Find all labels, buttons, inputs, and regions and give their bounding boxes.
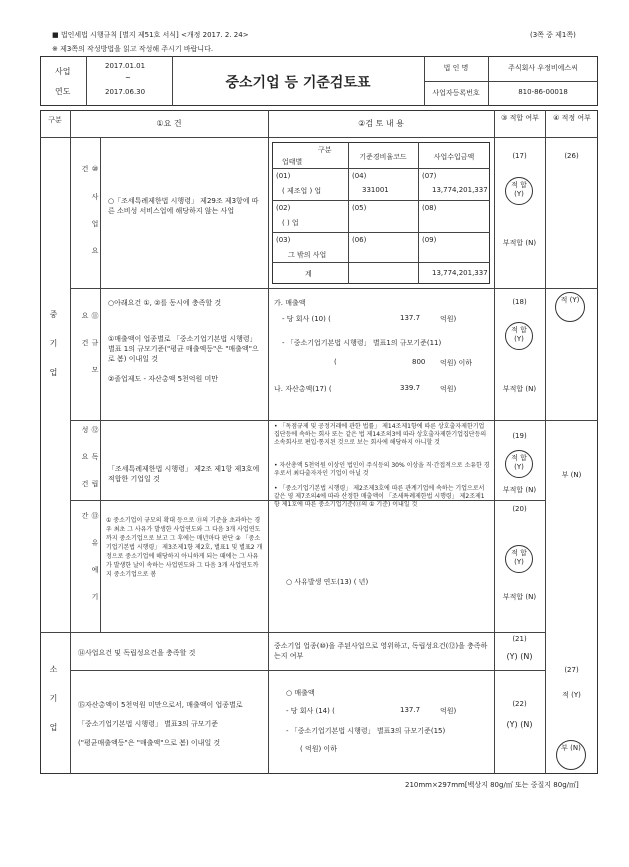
indep-req: 「조세특례제한법 시행령」 제2조 제1항 제3호에 적합한 기업일 것 (108, 465, 260, 483)
indep-label: ⑫ 독 립 성 요 건 (81, 426, 99, 493)
small2-rev4: ( 억원) 이하 (300, 745, 337, 753)
scale-req3: ②졸업제도 - 자산총액 5천억원 미만 (108, 375, 219, 383)
col-review: ②검 토 내 용 (358, 119, 404, 128)
col-div: 구분 (48, 116, 62, 124)
c02: (02) (276, 204, 291, 212)
scale-rev1: 가. 매출액 (274, 299, 306, 307)
small2-rev3: - 「중소기업기본법 시행령」 별표3의 규모기준(15) (286, 727, 446, 735)
fit-19-no: (19) (512, 432, 527, 440)
fit-18-no: (18) (512, 298, 527, 306)
year-label-2: 연도 (55, 87, 71, 96)
period-end: 2017.06.30 (105, 88, 146, 96)
industry-label: ⑩ 사 업 요 건 (81, 165, 99, 260)
col-fit-no: ④ 적정 여부 (553, 114, 591, 122)
year-label-1: 사업 (55, 67, 71, 76)
grace-req: ① 중소기업이 규모의 확대 등으로 ⑪의 기준을 초과하는 경우 최초 그 사유가 발생한 사업연도와 그 다음 3개 사업연도까지 중소기업으로 보고 그 후에는 매년마다 판단 ② 「중소기업기본법 시행령」 제3조제1항 제2호, 별표1 및 별표2 개정으로 중소기업에 해당하지 아니하게 되는 때에는 그 사유가 발생한 날이 속하는 사업연도와 그 다음 3개 사업연도까지 중소기업으로 봄 (106, 517, 263, 578)
corp-name: 주식회사 우정비에스씨 (508, 64, 578, 72)
fit-17-ok[interactable]: 적 합 (Y) (505, 177, 533, 205)
col4-small2[interactable]: 부 (N) (556, 740, 586, 770)
instruction-note: ※ 제3쪽의 작성방법을 읽고 작성해 주시기 바랍니다. (52, 45, 214, 53)
small2-rev2-val: 137.7 (400, 706, 421, 714)
scale-rev5-unit: 억원) (440, 385, 457, 393)
scale-req1: ○아래요건 ①, ②를 동시에 충족할 것 (108, 299, 222, 307)
section-sme: 중 기 업 (49, 310, 58, 382)
c04-code: 331001 (362, 186, 389, 194)
scale-rev4-val: 800 (412, 358, 426, 366)
c04: (04) (352, 172, 367, 180)
corp-name-label: 법 인 명 (443, 64, 469, 72)
small1-req: ⑭사업요건 및 독립성요건을 충족할 것 (78, 649, 196, 657)
c07-amount: 13,774,201,337 (432, 186, 488, 194)
fit-20-ok[interactable]: 적 합 (Y) (505, 545, 533, 573)
col4-indep: 부 (N) (561, 471, 582, 479)
c08: (08) (422, 204, 437, 212)
indep-rev1: • 「독점규제 및 공정거래에 관한 법률」 제14조제1항에 따른 상호출자제한기업집단등에 속하는 회사 또는 같은 법 제14조의3에 따라 상호출자제한기업집단등의 소속회사로 편입·통지된 것으로 보는 회사에 해당하지 아니할 것 (274, 423, 487, 446)
col4-small1: 적 (Y) (562, 691, 581, 699)
c06: (06) (352, 236, 367, 244)
c03-name: 그 밖의 사업 (288, 251, 327, 259)
c01-name: ( 제조업 ) 업 (282, 187, 322, 195)
total-amount: 13,774,201,337 (432, 269, 488, 277)
c02-name: ( ) 업 (282, 219, 299, 227)
fit-19-ng[interactable]: 부적합 (N) (502, 486, 537, 494)
law-reference: ■ 법인세법 시행규칙 [별지 제51호 서식] <개정 2017. 2. 24> (52, 31, 249, 39)
period-sep: ~ (125, 74, 131, 82)
it-head-div: 구분 (318, 146, 332, 154)
fit-21-yn[interactable]: (Y) (N) (506, 652, 533, 661)
small2-req1: ⑮자산총액이 5천억원 미만으로서, 매출액이 업종별로 (78, 701, 243, 709)
fit-20-ng[interactable]: 부적합 (N) (502, 593, 537, 601)
scale-rev5-val: 339.7 (400, 384, 421, 392)
col-req: ①요 건 (156, 119, 182, 128)
it-head-industry: 업태별 (282, 158, 303, 166)
section-small: 소 기 업 (49, 665, 58, 737)
fit-19-ok[interactable]: 적 합 (Y) (505, 450, 533, 478)
form-title: 중소기업 등 기준검토표 (225, 75, 371, 91)
it-head-code: 기준경비율코드 (359, 153, 407, 161)
col4-26: (26) (564, 152, 579, 160)
indep-rev3: • 「중소기업기본법 시행령」 제2조제3호에 따른 관계기업에 속하는 기업으로서 같은 영 제7조의4에 따라 산정한 매출액이 「조세특례제한법 시행령」 제2조제1항 제1호에 따른 중소기업기준(⑪의 ① 기준) 이내일 것 (274, 485, 485, 508)
indep-rev2: • 자산총액 5천억원 이상인 법인이 주식등의 30% 이상을 직·간접적으로 소유한 경우로서 최다출자자인 기업이 아닐 것 (274, 462, 490, 477)
small2-req2: 「중소기업기본법 시행령」 별표3의 규모기준 (78, 720, 219, 728)
period-start: 2017.01.01 (105, 62, 146, 70)
c03: (03) (276, 236, 291, 244)
scale-rev2: - 당 회사 (10) ( (282, 315, 331, 323)
scale-rev2-val: 137.7 (400, 314, 421, 322)
col-fit: ③ 적합 여부 (501, 114, 539, 122)
c09: (09) (422, 236, 437, 244)
c01: (01) (276, 172, 291, 180)
page-indicator: (3쪽 중 제1쪽) (530, 31, 576, 39)
fit-18-ok[interactable]: 적 합 (Y) (505, 322, 533, 350)
c05: (05) (352, 204, 367, 212)
it-head-amount: 사업수입금액 (433, 153, 475, 161)
c07: (07) (422, 172, 437, 180)
small2-rev2-unit: 억원) (440, 707, 457, 715)
biz-no-label: 사업자등록번호 (432, 89, 480, 97)
scale-rev4-unit: 억원) 이하 (440, 359, 473, 367)
fit-22-no: (22) (512, 700, 527, 708)
total-label: 계 (305, 270, 312, 278)
grace-rev: ○ 사유발생 연도(13) ( 년) (286, 578, 369, 586)
fit-17-no: (17) (512, 152, 527, 160)
small2-rev1: ○ 매출액 (286, 689, 315, 697)
paper-spec: 210mm×297mm[백상지 80g/㎡ 또는 중질지 80g/㎡] (405, 781, 579, 789)
scale-rev3: - 「중소기업기본법 시행령」 별표1의 규모기준(11) (282, 339, 442, 347)
scale-rev4: ( (334, 358, 337, 366)
scale-label: ⑪ 규 모 요 건 (81, 312, 99, 379)
fit-18-ng[interactable]: 부적합 (N) (502, 385, 537, 393)
col4-scale[interactable]: 적 (Y) (555, 292, 585, 322)
scale-rev2-unit: 억원) (440, 315, 457, 323)
scale-req2: ①매출액이 업종별로 「중소기업기본법 시행령」 별표 1의 규모기준("평균 매출액등"은 "매출액"으로 봄) 이내일 것 (108, 335, 259, 363)
grace-label: ⑬ 유 예 기 간 (81, 512, 99, 606)
fit-20-no: (20) (512, 505, 527, 513)
biz-no: 810-86-00018 (518, 88, 568, 96)
col4-27: (27) (564, 666, 579, 674)
industry-req: ○「조세특례제한법 시행령」 제29조 제3항에 따른 소비성 서비스업에 해당하지 않는 사업 (108, 197, 259, 215)
small2-rev2: - 당 회사 (14) ( (286, 707, 335, 715)
fit-22-yn[interactable]: (Y) (N) (506, 720, 533, 729)
fit-17-ng[interactable]: 부적합 (N) (502, 239, 537, 247)
scale-rev5: 나. 자산총액(17) ( (274, 385, 332, 393)
fit-21-no: (21) (512, 635, 527, 643)
small2-req3: ("평균매출액등"은 "매출액"으로 봄) 이내일 것 (78, 739, 221, 747)
small1-rev: 중소기업 업종(⑩)을 주된사업으로 영위하고, 독립성요건(⑫)을 충족하는지 여부 (274, 642, 488, 660)
